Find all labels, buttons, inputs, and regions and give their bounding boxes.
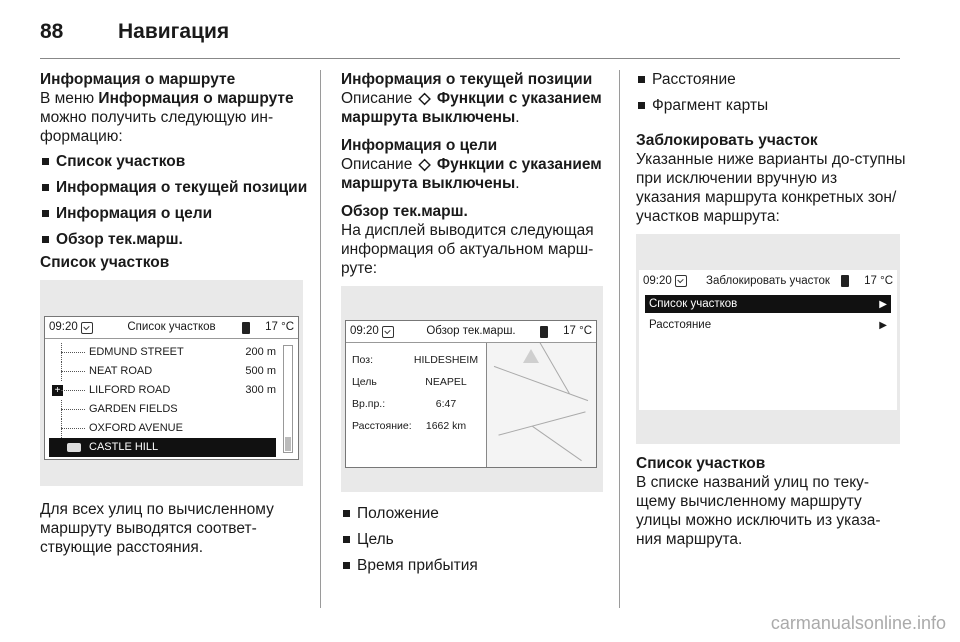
page-title: Навигация: [118, 20, 230, 43]
list-item: Обзор тек.марш.: [40, 230, 310, 249]
scrollbar[interactable]: [283, 345, 293, 453]
sub-heading: Список участков: [40, 254, 170, 271]
page-header: [40, 14, 229, 50]
chevron-right-icon: ▶: [879, 319, 887, 331]
column-divider: [320, 70, 321, 608]
column-left: [40, 70, 310, 557]
column-middle: [341, 70, 608, 582]
clock-icon: [675, 275, 687, 287]
list-item-selected[interactable]: CASTLE HILL: [49, 438, 276, 457]
page-number: 88: [40, 20, 64, 43]
cross-reference: Описание ◇ Функции с указанием маршрута выключены.: [341, 90, 602, 126]
screen-figure-block-segment: [636, 234, 900, 444]
list-item: Цель: [341, 530, 608, 549]
chevron-right-icon: ▶: [879, 298, 887, 310]
bullet-list: [341, 504, 608, 575]
display-screen: [639, 270, 897, 410]
clock-icon: [382, 326, 394, 338]
route-info-panel: [352, 349, 482, 437]
section-heading: Обзор тек.марш.: [341, 203, 468, 220]
info-row-destination: Цель NEAPEL: [352, 375, 467, 388]
bullet-list: [636, 70, 906, 115]
phone-icon: [242, 322, 250, 334]
watermark: carmanualsonline.info: [770, 613, 946, 633]
column-divider: [619, 70, 620, 608]
cross-reference: Описание ◇ Функции с указанием маршрута выключены.: [341, 156, 602, 192]
column-right: [636, 70, 906, 549]
car-icon: [67, 443, 81, 452]
bullet-list: [40, 152, 310, 249]
screen-status-bar: 09:20 Заблокировать участок 17 °C: [643, 274, 893, 287]
sub-heading: Список участков: [636, 455, 766, 472]
expand-icon[interactable]: +: [52, 385, 63, 396]
screen-figure-route-overview: [341, 286, 603, 492]
section-heading: Заблокировать участок: [636, 132, 818, 149]
paragraph: Указанные ниже варианты до-ступны при исключении вручную из указания маршрута конкретных зон/участков маршрута:: [636, 151, 906, 225]
section-heading: Информация о цели: [341, 137, 498, 154]
warning-icon: [523, 349, 539, 363]
paragraph: В списке названий улиц по теку-щему вычисленному маршруту улицы можно исключить из указа-ния маршрута.: [636, 474, 881, 548]
map-fragment[interactable]: [486, 343, 596, 467]
list-item: Положение: [341, 504, 608, 523]
list-item: Время прибытия: [341, 556, 608, 575]
clock-icon: [81, 322, 93, 334]
list-item[interactable]: EDMUND STREET 200 m: [49, 343, 276, 362]
screen-figure-route-list: [40, 280, 303, 486]
header-rule: [40, 58, 900, 59]
reference-arrow-icon: ◇: [418, 90, 431, 107]
list-item[interactable]: + LILFORD ROAD 300 m: [49, 381, 276, 400]
info-row-position: Поз: HILDESHEIM: [352, 353, 479, 366]
list-item: Информация о текущей позиции: [40, 178, 310, 197]
display-screen: [345, 320, 597, 468]
list-item: Список участков: [40, 152, 310, 171]
list-item: Информация о цели: [40, 204, 310, 223]
paragraph: Для всех улиц по вычисленному маршруту выводятся соответ-ствующие расстояния.: [40, 501, 274, 556]
screen-status-bar: 09:20 Обзор тек.марш. 17 °C: [346, 321, 596, 343]
section-heading: Информация о маршруте: [40, 71, 236, 88]
reference-arrow-icon: ◇: [418, 156, 431, 173]
section-heading: Информация о текущей позиции: [341, 71, 593, 88]
info-row-arrival: Вр.пр.: 6:47: [352, 397, 457, 410]
paragraph: На дисплей выводится следующая информация об актуальном марш-руте:: [341, 222, 594, 277]
display-screen: [44, 316, 299, 460]
menu-item-segment-list[interactable]: Список участков ▶: [645, 295, 891, 313]
info-row-distance: Расстояние: 1662 km: [352, 419, 467, 432]
list-item: Фрагмент карты: [636, 96, 906, 115]
menu-item-distance[interactable]: Расстояние ▶: [645, 316, 891, 334]
phone-icon: [841, 275, 849, 287]
route-segment-list: [49, 343, 276, 457]
list-item[interactable]: GARDEN FIELDS: [49, 400, 276, 419]
list-item[interactable]: OXFORD AVENUE: [49, 419, 276, 438]
section-intro: В меню Информация о маршруте можно получить следующую ин-формацию:: [40, 90, 294, 145]
list-item[interactable]: NEAT ROAD 500 m: [49, 362, 276, 381]
list-item: Расстояние: [636, 70, 906, 89]
phone-icon: [540, 326, 548, 338]
screen-status-bar: 09:20 Список участков 17 °C: [45, 317, 298, 339]
